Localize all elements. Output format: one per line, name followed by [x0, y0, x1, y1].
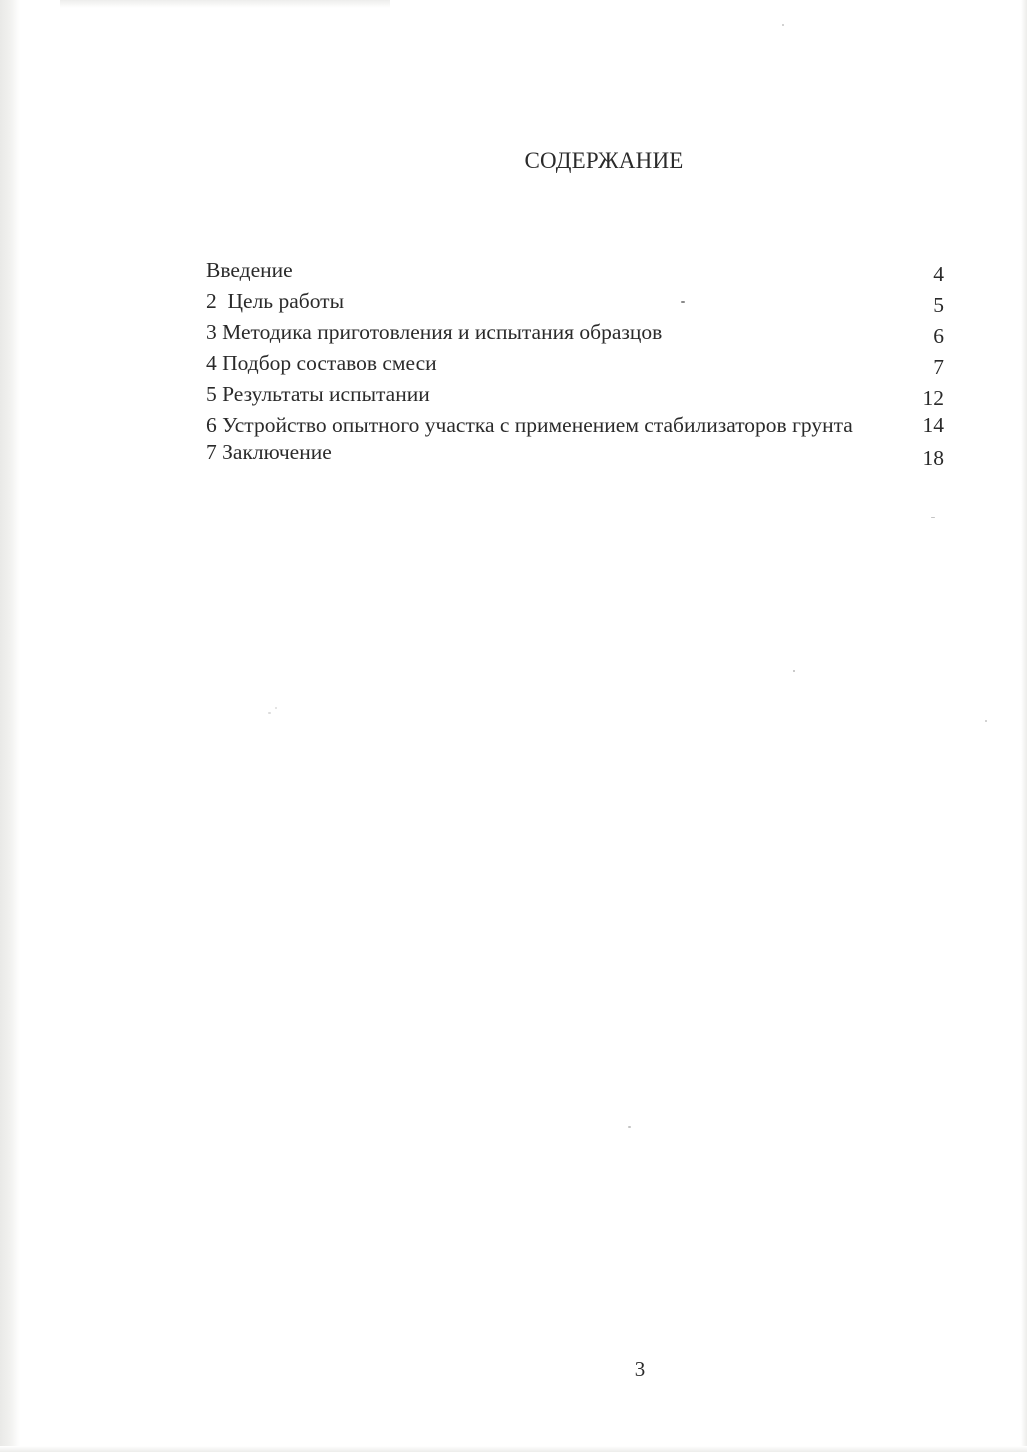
- toc-entry-label: 5 Результаты испытании: [206, 382, 430, 406]
- toc-entry-method: [206, 319, 944, 350]
- table-of-contents: [206, 257, 944, 472]
- toc-entry-page: 12: [922, 386, 944, 410]
- toc-entry-page: 18: [922, 446, 944, 470]
- scan-speck: [275, 707, 277, 709]
- toc-entry-results: [206, 381, 944, 412]
- toc-entry-conclusion: [206, 439, 944, 472]
- toc-entry-label: 4 Подбор составов смеси: [206, 351, 437, 375]
- toc-entry-label: Введение: [206, 258, 293, 282]
- toc-entry-label: 3 Методика приготовления и испытания образцов: [206, 320, 663, 344]
- toc-entry-page: 6: [933, 324, 944, 348]
- toc-entry-page: 5: [933, 293, 944, 317]
- scan-speck: [628, 1126, 631, 1128]
- scan-edge-bottom: [0, 1446, 1027, 1452]
- scan-speck: [681, 301, 685, 303]
- scan-speck: [985, 720, 987, 722]
- toc-entry-site: [206, 412, 944, 439]
- scan-speck: [931, 517, 935, 518]
- toc-entry-label: 7 Заключение: [206, 440, 332, 464]
- scan-speck: [793, 670, 795, 672]
- toc-entry-label: 6 Устройство опытного участка с применением стабилизаторов грунта: [206, 413, 853, 437]
- toc-entry-mix: [206, 350, 944, 381]
- page-number: 3: [634, 1357, 646, 1381]
- scan-edge-left: [0, 0, 20, 1452]
- toc-entry-goal: [206, 288, 944, 319]
- scan-edge-top: [60, 0, 390, 8]
- toc-entry-introduction: [206, 257, 944, 288]
- scan-edge-right: [1021, 0, 1027, 1452]
- page-title: СОДЕРЖАНИЕ: [524, 148, 684, 173]
- toc-entry-page: 7: [933, 355, 944, 379]
- scan-speck: [268, 712, 271, 714]
- toc-entry-page: 4: [933, 262, 944, 286]
- toc-entry-page: 14: [922, 413, 944, 437]
- toc-entry-label: 2 Цель работы: [206, 289, 345, 313]
- scan-speck: [782, 24, 784, 26]
